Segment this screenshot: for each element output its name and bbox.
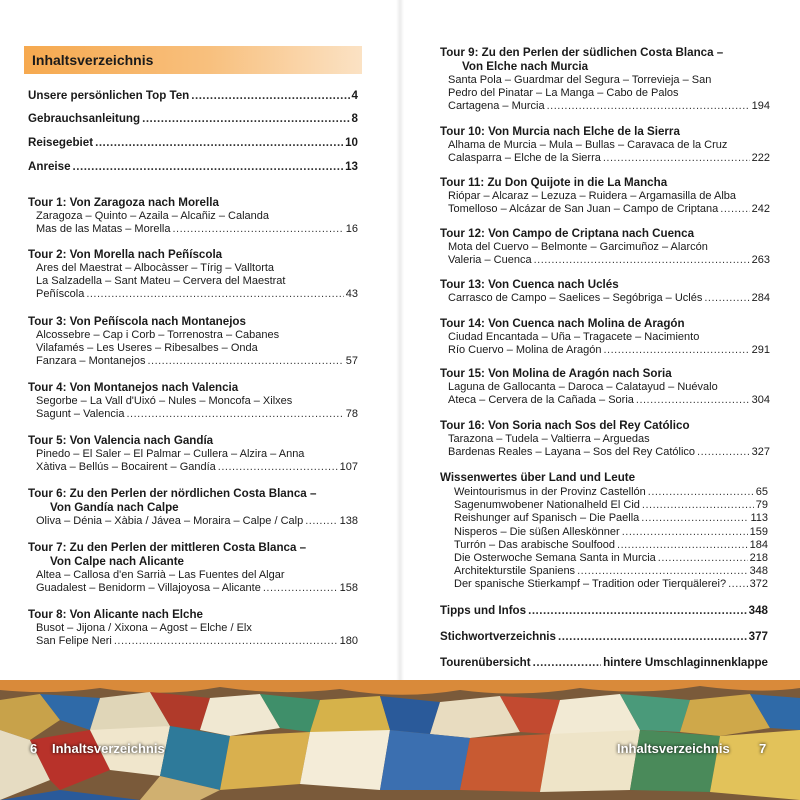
tour-title-cont: [50, 555, 184, 568]
wissen-item-text: Architekturstile Spaniens: [454, 565, 576, 578]
tour-heading: Tour 16: Von Soria nach Sos del Rey Católico: [440, 419, 690, 432]
tour-stops-last: [36, 408, 358, 421]
tour-stops: Pinedo – El Saler – El Palmar – Cullera – Alzira – Anna: [36, 448, 305, 460]
wissen-item: [454, 565, 768, 578]
wissen-item-text: Der spanische Stierkampf – Tradition oder Tierquälerei?: [454, 578, 727, 591]
tour-stops-last-leader: [547, 100, 750, 113]
tour-title: [440, 367, 770, 380]
wissen-item-page: 159: [749, 525, 768, 538]
tour-stops-last-leader: [697, 446, 750, 459]
tour-stops-last: [448, 152, 770, 165]
tour-stops-last-page: 78: [345, 408, 358, 421]
tour-stops: Busot – Jijona / Xixona – Agost – Elche / Elx: [36, 622, 252, 634]
wissen-item-leader: [642, 499, 754, 512]
toc-entry-text: Tipps und Infos: [440, 604, 527, 617]
tour-title: [440, 419, 770, 432]
tour-stops-last: [448, 254, 770, 267]
tour-stops: Mota del Cuervo – Belmonte – Garcimuñoz – Alarcón: [448, 241, 708, 253]
footer-title-right: Inhaltsverzeichnis: [617, 741, 730, 756]
toc-entry-page: 8: [351, 112, 358, 125]
tour-stops-last-text: Ateca – Cervera de la Cañada – Soria: [448, 394, 634, 407]
toc-entry-leader: [142, 112, 349, 125]
tour-title-cont: [462, 60, 588, 73]
tour-title: [440, 227, 770, 240]
tour-stops-last-leader: [305, 515, 337, 528]
mosaic-footer-image: [0, 680, 800, 800]
tour-title: [28, 541, 358, 554]
tour-stops-last: [36, 635, 358, 648]
tour-stops-last-page: 242: [751, 203, 770, 216]
tour-stops-last-leader: [603, 344, 749, 357]
tour-stops-last: [448, 100, 770, 113]
wissen-item: [454, 486, 768, 499]
wissen-item: [454, 499, 768, 512]
toc-entry-page: hintere Umschlaginnenklappe: [603, 656, 768, 669]
tour-title: [28, 487, 358, 500]
toc-entry-leader: [191, 89, 349, 102]
tour-stops-last: [448, 203, 770, 216]
tour-stops-last-leader: [603, 152, 750, 165]
page-number-left: 6: [30, 741, 38, 756]
tour-heading: Tour 9: Zu den Perlen der südlichen Costa Blanca –: [440, 46, 724, 59]
tour-stops-last: [36, 515, 358, 528]
wissen-item-leader: [728, 578, 748, 591]
toc-entry-page: 348: [748, 604, 768, 617]
tour-stops-last-page: 180: [339, 635, 358, 648]
wissen-heading-text: Wissenwertes über Land und Leute: [440, 471, 636, 484]
tour-stops-last-text: Río Cuervo – Molina de Aragón: [448, 344, 602, 357]
tour-heading: Tour 6: Zu den Perlen der nördlichen Costa Blanca –: [28, 487, 317, 500]
tour-stops: Pedro del Pinatar – La Manga – Cabo de Palos: [448, 87, 679, 100]
tour-title-cont: [50, 501, 179, 514]
tour-heading-cont: Von Calpe nach Alicante: [50, 555, 185, 568]
tour-stops-last-page: 158: [339, 582, 358, 595]
tour-heading: Tour 1: Von Zaragoza nach Morella: [28, 196, 219, 209]
tour-title: [440, 46, 770, 59]
tour-stops-last-leader: [534, 254, 750, 267]
toc-entry-page: 10: [345, 136, 358, 149]
wissen-item-leader: [658, 552, 748, 565]
tour-heading: Tour 10: Von Murcia nach Elche de la Sierra: [440, 125, 680, 138]
toc-entry-text: Tourenübersicht: [440, 656, 531, 669]
tour-stops-last: [448, 446, 770, 459]
wissen-item-page: 79: [755, 499, 768, 512]
tour-title: [28, 248, 358, 261]
toc-entry-leader: [95, 136, 343, 149]
wissen-item-page: 372: [749, 578, 768, 591]
tour-stops-last-text: Peñíscola: [36, 288, 85, 301]
tour-heading: Tour 3: Von Peñíscola nach Montanejos: [28, 315, 246, 328]
footer-title-left: Inhaltsverzeichnis: [52, 741, 165, 756]
toc-entry-leader: [528, 604, 747, 617]
tour-stops-last-leader: [636, 394, 750, 407]
toc-title: Inhaltsverzeichnis: [32, 52, 154, 68]
tour-stops: Segorbe – La Vall d'Uixó – Nules – Moncofa – Xilxes: [36, 395, 293, 407]
tour-stops-last-text: Oliva – Dénia – Xàbia / Jávea – Moraira – Calpe / Calp: [36, 515, 304, 527]
tour-stops-last-text: Valeria – Cuenca: [448, 254, 532, 267]
tour-title: [28, 434, 358, 447]
tour-heading: Tour 11: Zu Don Quijote in die La Mancha: [440, 176, 668, 189]
wissen-item: [454, 526, 768, 539]
tour-stops: Zaragoza – Quinto – Azaila – Alcañiz – Calanda: [36, 210, 269, 222]
tour-stops: Ciudad Encantada – Uña – Tragacete – Nacimiento: [448, 331, 700, 343]
tour-title: [440, 278, 770, 291]
wissen-item-page: 113: [750, 512, 768, 525]
tour-heading: Tour 15: Von Molina de Aragón nach Soria: [440, 367, 672, 380]
wissen-item: [454, 578, 768, 591]
tour-stops: Tarazona – Tudela – Valtierra – Arguedas: [448, 433, 650, 445]
tour-stops-last-text: San Felipe Neri: [36, 635, 112, 648]
tour-heading-cont: Von Gandía nach Calpe: [50, 501, 179, 514]
wissen-item-leader: [641, 512, 748, 525]
toc-entry-leader: [558, 630, 747, 643]
tour-stops-last-leader: [147, 355, 343, 368]
toc-entry-text: Anreise: [28, 160, 71, 173]
toc-entry-leader: [533, 656, 601, 669]
tour-heading: Tour 7: Zu den Perlen der mittleren Costa Blanca –: [28, 541, 307, 554]
wissen-item-text: Sagenumwobener Nationalheld El Cid: [454, 499, 640, 512]
toc-entry: [28, 112, 358, 125]
wissen-item-text: Reishunger auf Spanisch – Die Paella: [454, 512, 640, 525]
tour-stops-last-text: Carrasco de Campo – Saelices – Segóbriga – Uclés: [448, 292, 703, 304]
tour-stops-last: [36, 223, 358, 236]
tour-title: [28, 196, 358, 209]
tour-stops-last-leader: [720, 203, 749, 216]
wissen-item-text: Nisperos – Die süßen Alleskönner: [454, 525, 620, 538]
tour-stops: Alcossebre – Cap i Corb – Torrenostra – Cabanes: [36, 329, 280, 341]
page-number-right: 7: [759, 741, 767, 756]
tour-stops-last: [36, 582, 358, 595]
tour-stops: Riópar – Alcaraz – Lezuza – Ruidera – Argamasilla de Alba: [448, 190, 737, 202]
toc-entry: [440, 656, 768, 669]
tour-stops-last: [448, 394, 770, 407]
tour-stops-last-text: Sagunt – Valencia: [36, 408, 125, 421]
tour-stops-last-page: 16: [345, 223, 358, 236]
tour-stops-last-page: 138: [339, 515, 358, 527]
wissen-item-page: 184: [749, 538, 768, 551]
toc-entry-page: 13: [345, 160, 358, 173]
toc-entry-page: 4: [351, 89, 358, 102]
toc-entry: [28, 89, 358, 102]
tour-heading: Tour 8: Von Alicante nach Elche: [28, 608, 204, 621]
tour-stops: Vilafamés – Les Useres – Ribesalbes – Onda: [36, 342, 258, 355]
wissen-item-text: Die Osterwoche Semana Santa in Murcia: [454, 552, 656, 564]
wissen-item-page: 218: [749, 552, 768, 564]
tour-stops-last-page: 263: [751, 254, 770, 267]
toc-entry: [28, 136, 358, 149]
tour-stops-last: [36, 288, 358, 301]
toc-entry-text: Unsere persönlichen Top Ten: [28, 89, 190, 102]
tour-stops-last-text: Bardenas Reales – Layana – Sos del Rey Católico: [448, 446, 696, 459]
wissen-item-leader: [577, 565, 748, 578]
wissen-item-text: Turrón – Das arabische Soulfood: [454, 538, 616, 551]
tour-stops-last-leader: [704, 292, 749, 305]
tour-title: [28, 315, 358, 328]
tour-stops-last-page: 43: [345, 288, 358, 301]
tour-stops-last: [448, 344, 770, 357]
tour-stops-last-leader: [126, 408, 343, 421]
tour-stops-last: [448, 292, 770, 305]
toc-entry: [28, 160, 358, 173]
book-gutter: [396, 0, 404, 680]
tour-stops-last-page: 327: [751, 446, 770, 459]
tour-stops: Santa Pola – Guardmar del Segura – Torrevieja – San: [448, 74, 712, 86]
tour-stops: Laguna de Gallocanta – Daroca – Calatayud – Nuévalo: [448, 381, 718, 393]
tour-stops-last-text: Cartagena – Murcia: [448, 100, 545, 113]
tour-stops-last-leader: [86, 288, 343, 301]
tour-stops-last-leader: [173, 223, 344, 236]
wissen-item-leader: [648, 486, 754, 499]
tour-heading: Tour 14: Von Cuenca nach Molina de Aragón: [440, 317, 685, 330]
tour-stops-last-text: Mas de las Matas – Morella: [36, 223, 171, 236]
tour-stops-last-leader: [114, 635, 338, 648]
wissen-item-leader: [617, 539, 748, 552]
tour-stops-last-page: 107: [339, 461, 358, 474]
tour-stops-last: [36, 461, 358, 474]
tour-stops-last-text: Fanzara – Montanejos: [36, 355, 146, 368]
tour-heading: Tour 13: Von Cuenca nach Uclés: [440, 278, 619, 291]
tour-heading: Tour 5: Von Valencia nach Gandía: [28, 434, 214, 447]
tour-heading: Tour 2: Von Morella nach Peñíscola: [28, 248, 223, 261]
toc-entry-leader: [73, 160, 344, 173]
toc-entry: [440, 604, 768, 617]
tour-stops: Altea – Callosa d'en Sarrià – Las Fuentes del Algar: [36, 569, 285, 581]
tour-stops-last-page: 194: [751, 100, 770, 113]
toc-entry: [440, 630, 768, 643]
tour-title: [28, 608, 358, 621]
wissen-heading: [440, 471, 635, 484]
toc-entry-text: Reisegebiet: [28, 136, 94, 149]
tour-stops-last-page: 57: [345, 355, 358, 368]
toc-entry-page: 377: [748, 630, 768, 643]
wissen-item-page: 65: [755, 486, 768, 498]
wissen-item: [454, 552, 768, 565]
tour-stops-last-page: 304: [751, 394, 770, 407]
toc-entry-text: Stichwortverzeichnis: [440, 630, 556, 643]
tour-heading: Tour 12: Von Campo de Criptana nach Cuenca: [440, 227, 695, 240]
tour-stops: La Salzadella – Sant Mateu – Cervera del Maestrat: [36, 275, 286, 288]
tour-stops-last-leader: [263, 582, 338, 595]
tour-stops-last-text: Xàtiva – Bellús – Bocairent – Gandía: [36, 461, 216, 474]
tour-stops-last-page: 284: [751, 292, 770, 304]
tour-heading: Tour 4: Von Montanejos nach Valencia: [28, 381, 239, 394]
tour-title: [440, 125, 770, 138]
tour-title: [440, 176, 770, 189]
tour-stops: Ares del Maestrat – Albocàsser – Tírig – Valltorta: [36, 262, 275, 274]
tour-stops-last-page: 222: [751, 152, 770, 165]
tour-heading-cont: Von Elche nach Murcia: [462, 60, 589, 73]
toc-entry-text: Gebrauchsanleitung: [28, 112, 141, 125]
tour-title: [440, 317, 770, 330]
wissen-item: [454, 539, 768, 552]
tour-stops-last-page: 291: [751, 344, 770, 357]
tour-stops-last-leader: [218, 461, 338, 474]
wissen-item: [454, 512, 768, 525]
wissen-item-leader: [622, 526, 748, 539]
tour-stops-last-text: Guadalest – Benidorm – Villajoyosa – Alicante: [36, 582, 261, 595]
tour-title: [28, 381, 358, 394]
tour-stops-last-text: Tomelloso – Alcázar de San Juan – Campo de Criptana: [448, 203, 719, 216]
wissen-item-page: 348: [749, 565, 768, 578]
wissen-item-text: Weintourismus in der Provinz Castellón: [454, 486, 646, 498]
tour-stops-last: [36, 355, 358, 368]
tour-stops-last-text: Calasparra – Elche de la Sierra: [448, 152, 601, 165]
tour-stops: Alhama de Murcia – Mula – Bullas – Caravaca de la Cruz: [448, 139, 728, 151]
